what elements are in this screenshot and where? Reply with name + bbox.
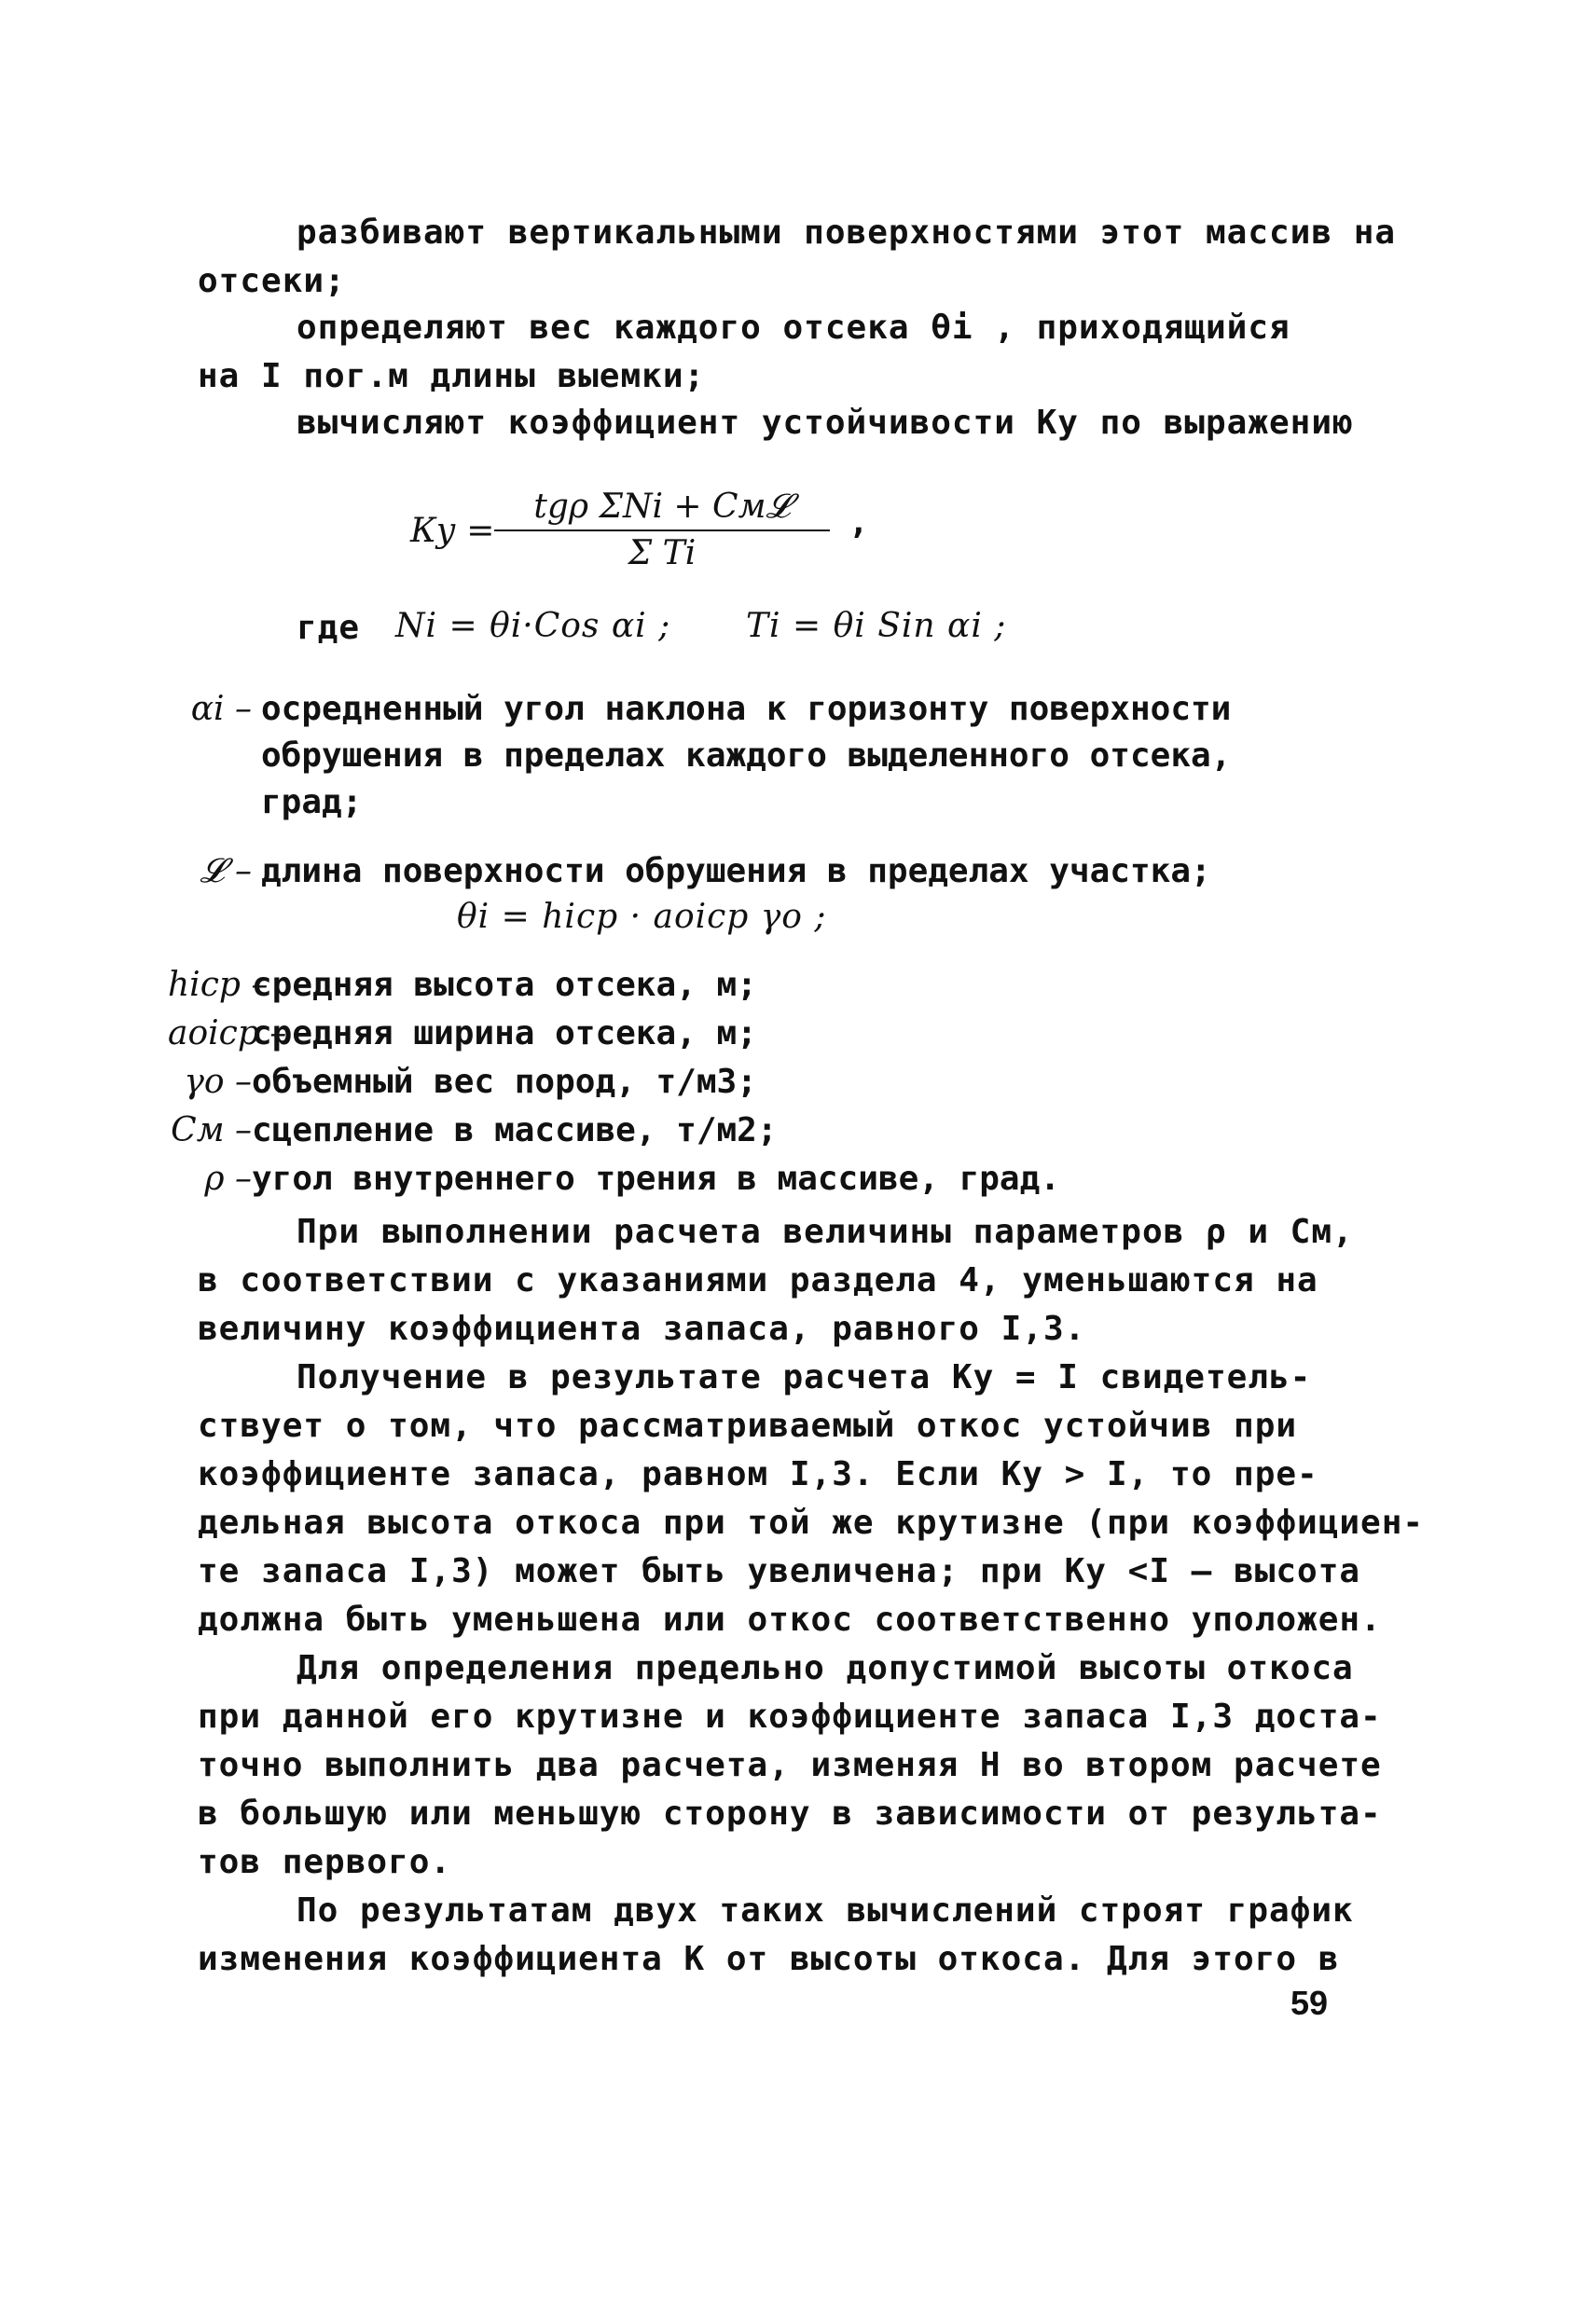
where-label: где <box>297 609 361 647</box>
var-text: средняя ширина отсека, м; <box>252 1014 757 1052</box>
formula-numerator: tgρ ΣNi + Cм𝓛 <box>494 485 830 531</box>
var-symbol: hiср – <box>168 966 269 1004</box>
var-symbol: Cм – <box>171 1111 252 1149</box>
body-line: те запаса I,3) может быть увеличена; при Ку <I – высота <box>198 1552 1361 1590</box>
stability-formula <box>410 485 932 578</box>
body-line: тов первого. <box>198 1843 452 1881</box>
formula-fraction <box>494 485 830 576</box>
var-definition <box>168 1109 1333 1156</box>
body-line: в соответствии с указаниями раздела 4, уменьшаются на <box>198 1261 1318 1300</box>
text-line: на I пог.м длины выемки; <box>198 357 706 395</box>
var-definition <box>168 964 1333 1011</box>
formula-lhs: Ку = <box>410 512 495 550</box>
body-line: Получение в результате расчета Ку = I свидетель- <box>297 1358 1312 1396</box>
body-line: По результатам двух таких вычислений строят график <box>297 1891 1354 1930</box>
body-line: при данной его крутизне и коэффициенте запаса I,3 доста- <box>198 1698 1382 1736</box>
var-symbol: γo – <box>184 1063 252 1101</box>
alpha-definition <box>177 688 1343 828</box>
def-text: обрушения в пределах каждого выделенного отсека, <box>261 736 1232 775</box>
var-definition <box>168 1012 1333 1059</box>
var-symbol: aoiср – <box>168 1014 287 1052</box>
formula-denominator: Σ Ti <box>628 534 697 572</box>
def-text: длина поверхности обрушения в пределах участка; <box>261 852 1211 890</box>
alpha-symbol: αi – <box>190 690 252 728</box>
var-text: средняя высота отсека, м; <box>252 966 757 1004</box>
def-text: град; <box>261 783 363 821</box>
var-symbol: ρ – <box>204 1160 252 1198</box>
var-definition <box>168 1158 1333 1204</box>
formula-comma: , <box>849 503 869 542</box>
length-definition <box>177 850 1343 897</box>
text-line: вычисляют коэффициент устойчивости Ку по выражению <box>297 404 1354 442</box>
body-line: величину коэффициента запаса, равного I,3. <box>198 1310 1086 1348</box>
var-text: угол внутреннего трения в массиве, град. <box>252 1160 1060 1198</box>
var-definition <box>168 1061 1333 1107</box>
body-line: в большую или меньшую сторону в зависимости от результа- <box>198 1795 1382 1833</box>
body-line: При выполнении расчета величины параметров ρ и Cм, <box>297 1213 1354 1251</box>
text-line: разбивают вертикальными поверхностями этот массив на <box>297 213 1397 252</box>
n-definition: Ni = θi·Cos αi ; <box>395 607 671 645</box>
length-symbol: 𝓛 – <box>200 852 252 890</box>
text-line: отсеки; <box>198 262 346 300</box>
body-line: дельная высота откоса при той же крутизне (при коэффициен- <box>198 1504 1425 1542</box>
body-line: коэффициенте запаса, равном I,3. Если Ку > I, то пре- <box>198 1455 1318 1493</box>
var-text: сцепление в массиве, т/м2; <box>252 1111 778 1149</box>
t-definition: Ti = θi Sin αi ; <box>746 607 1007 645</box>
page-number: 59 <box>1290 1984 1329 2022</box>
text-line: определяют вес каждого отсека θi , приходящийся <box>297 309 1290 347</box>
theta-formula: θi = hiср · aoiср γo ; <box>457 898 827 936</box>
body-line: должна быть уменьшена или откос соответственно уположен. <box>198 1601 1382 1639</box>
var-text: объемный вес пород, т/м3; <box>252 1063 757 1101</box>
def-text: осредненный угол наклона к горизонту поверхности <box>261 690 1232 728</box>
body-line: точно выполнить два расчета, изменяя H во втором расчете <box>198 1746 1382 1784</box>
body-line: Для определения предельно допустимой высоты откоса <box>297 1649 1354 1687</box>
body-line: изменения коэффициента К от высоты откоса. Для этого в <box>198 1940 1340 1978</box>
body-line: ствует о том, что рассматриваемый откос устойчив при <box>198 1407 1298 1445</box>
